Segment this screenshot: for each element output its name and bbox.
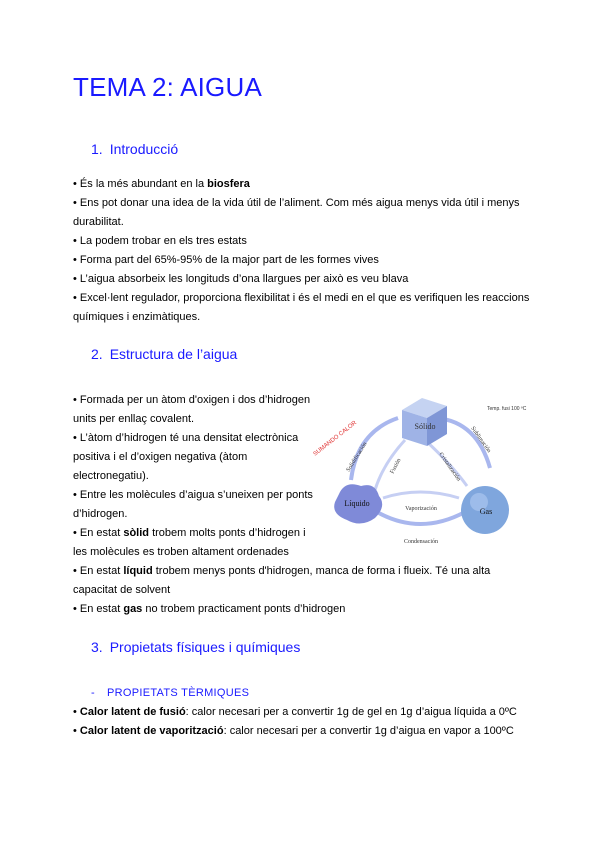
crystallization-label: Cristalización <box>437 451 462 483</box>
intro-list <box>73 175 533 327</box>
section-title: Estructura de l’aigua <box>109 346 238 362</box>
side-note: Temp. fusi 100 ºC <box>487 406 527 412</box>
list-item: • En estat gas no trobem practicament ponts d’hidrogen <box>73 603 346 615</box>
properties-list <box>73 703 533 741</box>
list-item: • És la més abundant en la biosfera <box>73 178 250 190</box>
condensation-label: Condensación <box>404 539 438 545</box>
states-of-water-diagram <box>305 388 527 563</box>
gas-label: Gas <box>479 507 493 516</box>
list-item: • Excel·lent regulador, proporciona flexibilitat i és el medi en el que es verifiquen les reaccions químiques i enzimàtiques. <box>73 292 530 323</box>
section-heading-estructura <box>91 346 237 362</box>
subheading-propietats-termiques: - PROPIETATS TÈRMIQUES <box>91 687 250 699</box>
section-heading-propietats <box>91 639 300 655</box>
section-title: Introducció <box>109 141 179 157</box>
list-item: • En estat líquid trobem menys ponts d'hidrogen, manca de forma i flueix. Té una alta capacitat de solvent <box>73 565 491 596</box>
vaporization-label: Vaporización <box>405 506 437 512</box>
structure-list-narrow <box>73 391 313 562</box>
list-item: • La podem trobar en els tres estats <box>73 235 247 247</box>
red-annotation: SUMANDO CALOR <box>312 420 359 458</box>
vaporization-arrow <box>377 512 465 524</box>
list-item: • En estat sòlid trobem molts ponts d’hidrogen i les molècules es troben altament ordenades <box>73 527 306 558</box>
section-title: Propietats físiques i químiques <box>109 639 301 655</box>
structure-list-wide <box>73 562 533 619</box>
section-number: 1. <box>91 141 103 157</box>
list-item: • Calor latent de fusió: calor necesari per a convertir 1g de gel en 1g d’aigua líquida a 0ºC <box>73 706 517 718</box>
list-item: • Entre les molècules d’aigua s’uneixen per ponts d’hidrogen. <box>73 489 313 520</box>
fusion-label: Fusión <box>389 457 403 475</box>
section-number: 3. <box>91 639 103 655</box>
list-item: • Calor latent de vaporització: calor necesari per a convertir 1g d’aigua en vapor a 100ºC <box>73 725 514 737</box>
sublimation-label: Sublimación <box>469 425 492 455</box>
liquid-label: Líquido <box>344 499 370 508</box>
section-number: 2. <box>91 346 103 362</box>
page-title: TEMA 2: AIGUA <box>73 72 262 102</box>
inner-arrow-left <box>375 440 405 490</box>
list-item: • Ens pot donar una idea de la vida útil de l’aliment. Com més aigua menys vida útil i menys durabilitat. <box>73 197 520 228</box>
list-item: • Forma part del 65%-95% de la major part de les formes vives <box>73 254 379 266</box>
solidification-label: Solidificación <box>345 441 369 474</box>
solid-label: Sólido <box>414 422 436 431</box>
list-item: • L’àtom d’hidrogen té una densitat electrònica positiva i el d’oxigen negativa (àtom electronegatiu). <box>73 432 299 482</box>
list-item: • Formada per un àtom d'oxigen i dos d’hidrogen units per enllaç covalent. <box>73 394 311 425</box>
section-heading-introduccio <box>91 141 178 157</box>
list-item: • L’aigua absorbeix les longituds d’ona llargues per això es veu blava <box>73 273 409 285</box>
inner-arrow-bottom <box>383 492 459 498</box>
